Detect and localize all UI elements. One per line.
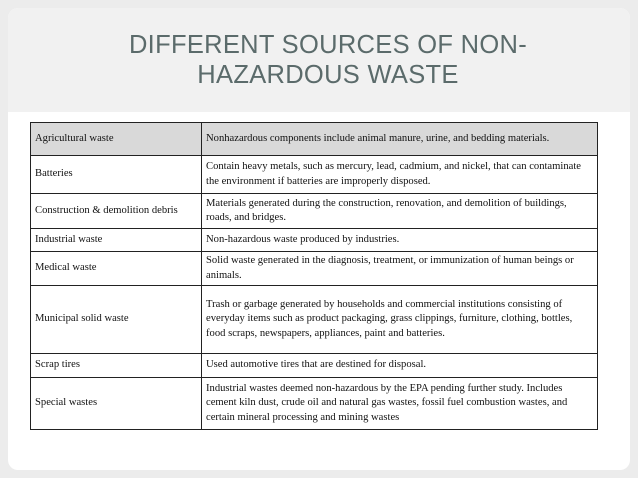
table-row <box>31 354 598 378</box>
slide-title-line-1: DIFFERENT SOURCES OF NON- <box>128 31 528 59</box>
source-cell: Agricultural waste <box>31 123 202 156</box>
description-cell: Materials generated during the construction, renovation, and demolition of buildings, roads, and bridges. <box>202 194 598 229</box>
table-row <box>31 156 598 194</box>
slide <box>8 8 630 470</box>
description-cell: Industrial wastes deemed non-hazardous by the EPA pending further study. Includes cement kiln dust, crude oil and natural gas wastes, fossil fuel combustion wastes, and certain mineral processing and mining wastes <box>202 378 598 430</box>
slide-title <box>48 30 608 90</box>
waste-sources-table <box>30 122 598 430</box>
source-cell: Municipal solid waste <box>31 286 202 354</box>
table-row <box>31 378 598 430</box>
table-row <box>31 229 598 252</box>
table-row <box>31 286 598 354</box>
source-cell: Industrial waste <box>31 229 202 252</box>
description-cell: Trash or garbage generated by households and commercial institutions consisting of everyday items such as product packaging, grass clippings, furniture, clothing, bottles, food scraps, newspapers, appliances, paint and batteries. <box>202 286 598 354</box>
description-cell: Solid waste generated in the diagnosis, treatment, or immunization of human beings or animals. <box>202 252 598 286</box>
source-cell: Medical waste <box>31 252 202 286</box>
description-cell: Nonhazardous components include animal manure, urine, and bedding materials. <box>202 123 598 156</box>
table-row <box>31 123 598 156</box>
source-cell: Scrap tires <box>31 354 202 378</box>
table-row <box>31 194 598 229</box>
source-cell: Batteries <box>31 156 202 194</box>
description-cell: Contain heavy metals, such as mercury, lead, cadmium, and nickel, that can contaminate the environment if batteries are improperly disposed. <box>202 156 598 194</box>
description-cell: Non-hazardous waste produced by industries. <box>202 229 598 252</box>
table-row <box>31 252 598 286</box>
slide-title-line-2: HAZARDOUS WASTE <box>197 61 459 89</box>
description-cell: Used automotive tires that are destined for disposal. <box>202 354 598 378</box>
source-cell: Special wastes <box>31 378 202 430</box>
source-cell: Construction & demolition debris <box>31 194 202 229</box>
